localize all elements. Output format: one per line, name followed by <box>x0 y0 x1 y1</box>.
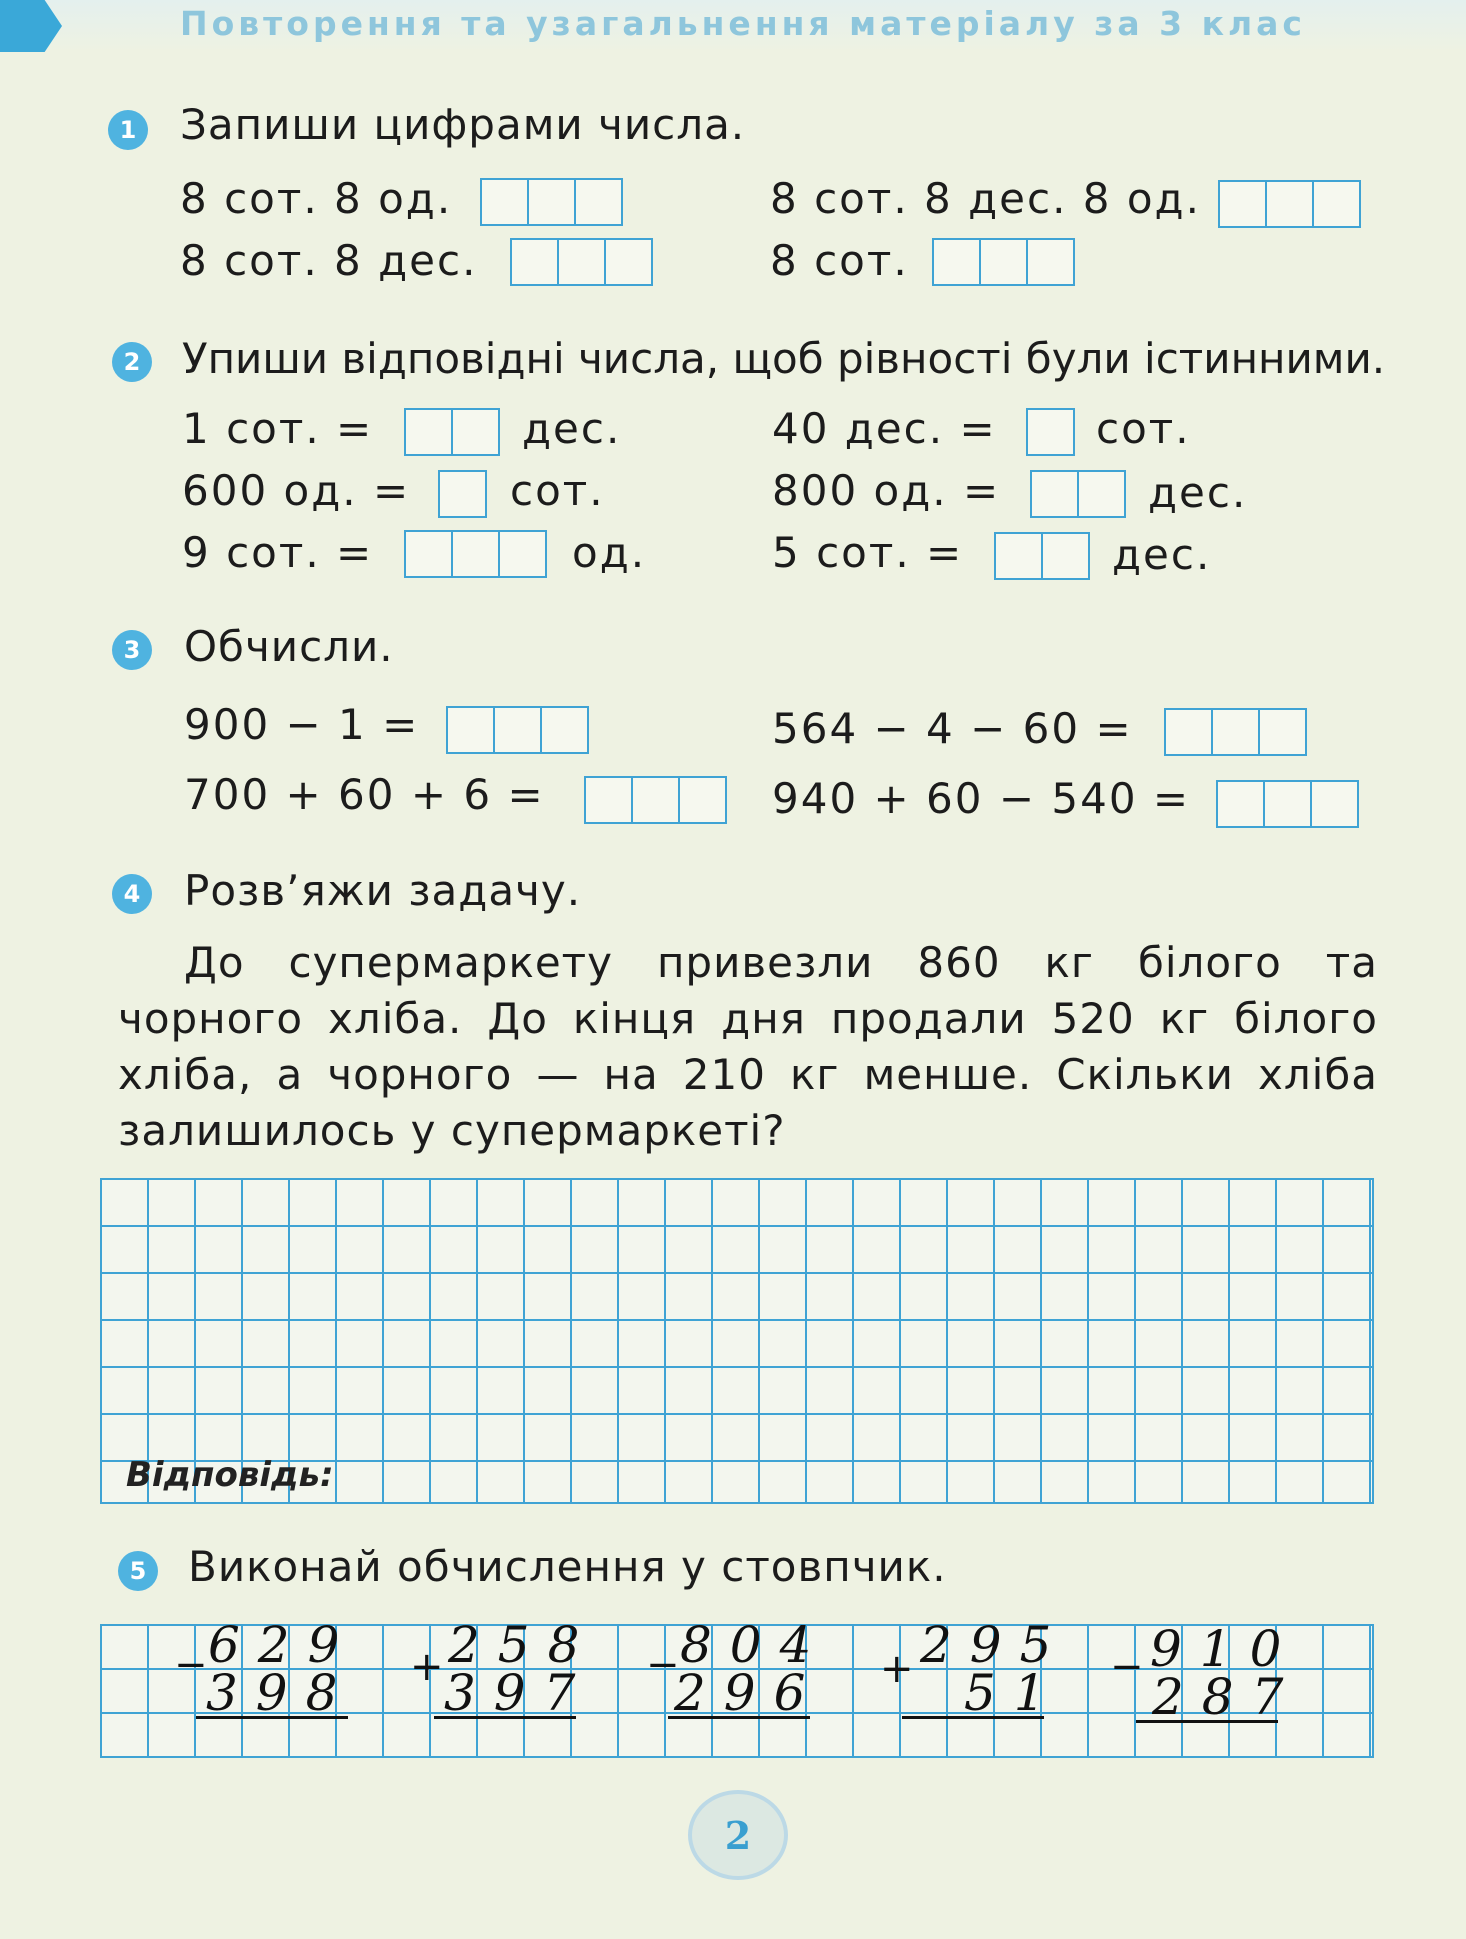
task-1-item-4: 8 сот. <box>770 236 909 285</box>
task-4-number: 4 <box>112 874 152 914</box>
task-2-item-2-left: 40 дес. = <box>772 404 997 453</box>
task-3-item-1: 900 − 1 = <box>184 700 420 749</box>
column-4-top: 295 <box>920 1616 1070 1674</box>
task-4-title: Розв’яжи задачу. <box>184 866 582 915</box>
task-3-number: 3 <box>112 630 152 670</box>
task-3-item-2: 564 − 4 − 60 = <box>772 704 1133 753</box>
task-2-item-2-right: сот. <box>1096 404 1191 453</box>
task-1-item-3: 8 сот. 8 дес. <box>180 236 478 285</box>
task-4-problem: До супермаркету привезли 860 кг білого та чорного хліба. До кінця дня продали 520 кг білого хліба, а чорного — на 210 кг менше. Скільки хліба залишилось у супермаркеті? <box>118 938 1378 1155</box>
task-3-answer-3[interactable] <box>584 776 727 824</box>
task-1-answer-1[interactable] <box>480 178 623 226</box>
task-3-title: Обчисли. <box>184 622 394 671</box>
task-4-problem-text <box>118 935 1378 1159</box>
column-2-underline <box>434 1716 576 1719</box>
task-3-item-4: 940 + 60 − 540 = <box>772 774 1191 823</box>
task-2-answer-3[interactable] <box>438 470 487 518</box>
task-2-answer-5[interactable] <box>404 530 547 578</box>
task-1-answer-2[interactable] <box>1218 180 1361 228</box>
task-2-number: 2 <box>112 342 152 382</box>
task-1-number: 1 <box>108 110 148 150</box>
column-2-top: 258 <box>448 1616 598 1674</box>
task-2-item-3-left: 600 од. = <box>182 466 411 515</box>
task-1-answer-4[interactable] <box>932 238 1075 286</box>
column-5-bottom: 287 <box>1152 1668 1302 1726</box>
column-4-underline <box>902 1716 1044 1719</box>
task-2-answer-6[interactable] <box>994 532 1090 580</box>
column-4-operator: + <box>880 1646 914 1692</box>
task-2-item-4-left: 800 од. = <box>772 466 1001 515</box>
column-3-top: 804 <box>680 1616 830 1674</box>
task-5-number: 5 <box>118 1551 158 1591</box>
task-3-answer-4[interactable] <box>1216 780 1359 828</box>
task-3-answer-1[interactable] <box>446 706 589 754</box>
task-2-answer-1[interactable] <box>404 408 500 456</box>
column-2-operator: + <box>410 1644 444 1690</box>
task-3-answer-2[interactable] <box>1164 708 1307 756</box>
column-1-top: 629 <box>208 1616 358 1674</box>
task-5-title: Виконай обчислення у стовпчик. <box>188 1542 947 1591</box>
task-2-answer-4[interactable] <box>1030 470 1126 518</box>
column-1-underline <box>196 1716 348 1719</box>
column-2-bottom: 397 <box>444 1664 594 1722</box>
column-1-bottom: 398 <box>206 1664 356 1722</box>
page-number: 2 <box>688 1790 788 1880</box>
task-2-item-3-right: сот. <box>510 466 605 515</box>
task-1-item-1: 8 сот. 8 од. <box>180 174 453 223</box>
task-1-title: Запиши цифрами числа. <box>180 100 746 149</box>
task-2-item-1-left: 1 сот. = <box>182 404 374 453</box>
column-5-top: 910 <box>1150 1620 1300 1678</box>
task-2-item-1-right: дес. <box>522 404 622 453</box>
column-3-operator: − <box>646 1642 680 1688</box>
page-header-title: Повторення та узагальнення матеріалу за 3 клас <box>180 4 1306 43</box>
task-2-answer-2[interactable] <box>1026 408 1075 456</box>
task-2-item-6-left: 5 сот. = <box>772 528 964 577</box>
column-1-operator: − <box>174 1642 208 1688</box>
task-2-item-5-right: од. <box>572 528 647 577</box>
column-3-underline <box>668 1716 810 1719</box>
task-2-item-4-right: дес. <box>1148 468 1248 517</box>
column-5-underline <box>1136 1720 1278 1723</box>
task-1-answer-3[interactable] <box>510 238 653 286</box>
task-4-answer-label: Відповідь: <box>126 1455 334 1495</box>
column-4-bottom: 51 <box>964 1664 1064 1722</box>
task-2-item-6-right: дес. <box>1112 530 1212 579</box>
column-3-bottom: 296 <box>674 1664 824 1722</box>
task-2-title: Упиши відповідні числа, щоб рівності були істинними. <box>182 334 1386 383</box>
task-1-item-2: 8 сот. 8 дес. 8 од. <box>770 174 1201 223</box>
task-2-item-5-left: 9 сот. = <box>182 528 374 577</box>
column-5-operator: − <box>1110 1644 1144 1690</box>
task-3-item-3: 700 + 60 + 6 = <box>184 770 545 819</box>
